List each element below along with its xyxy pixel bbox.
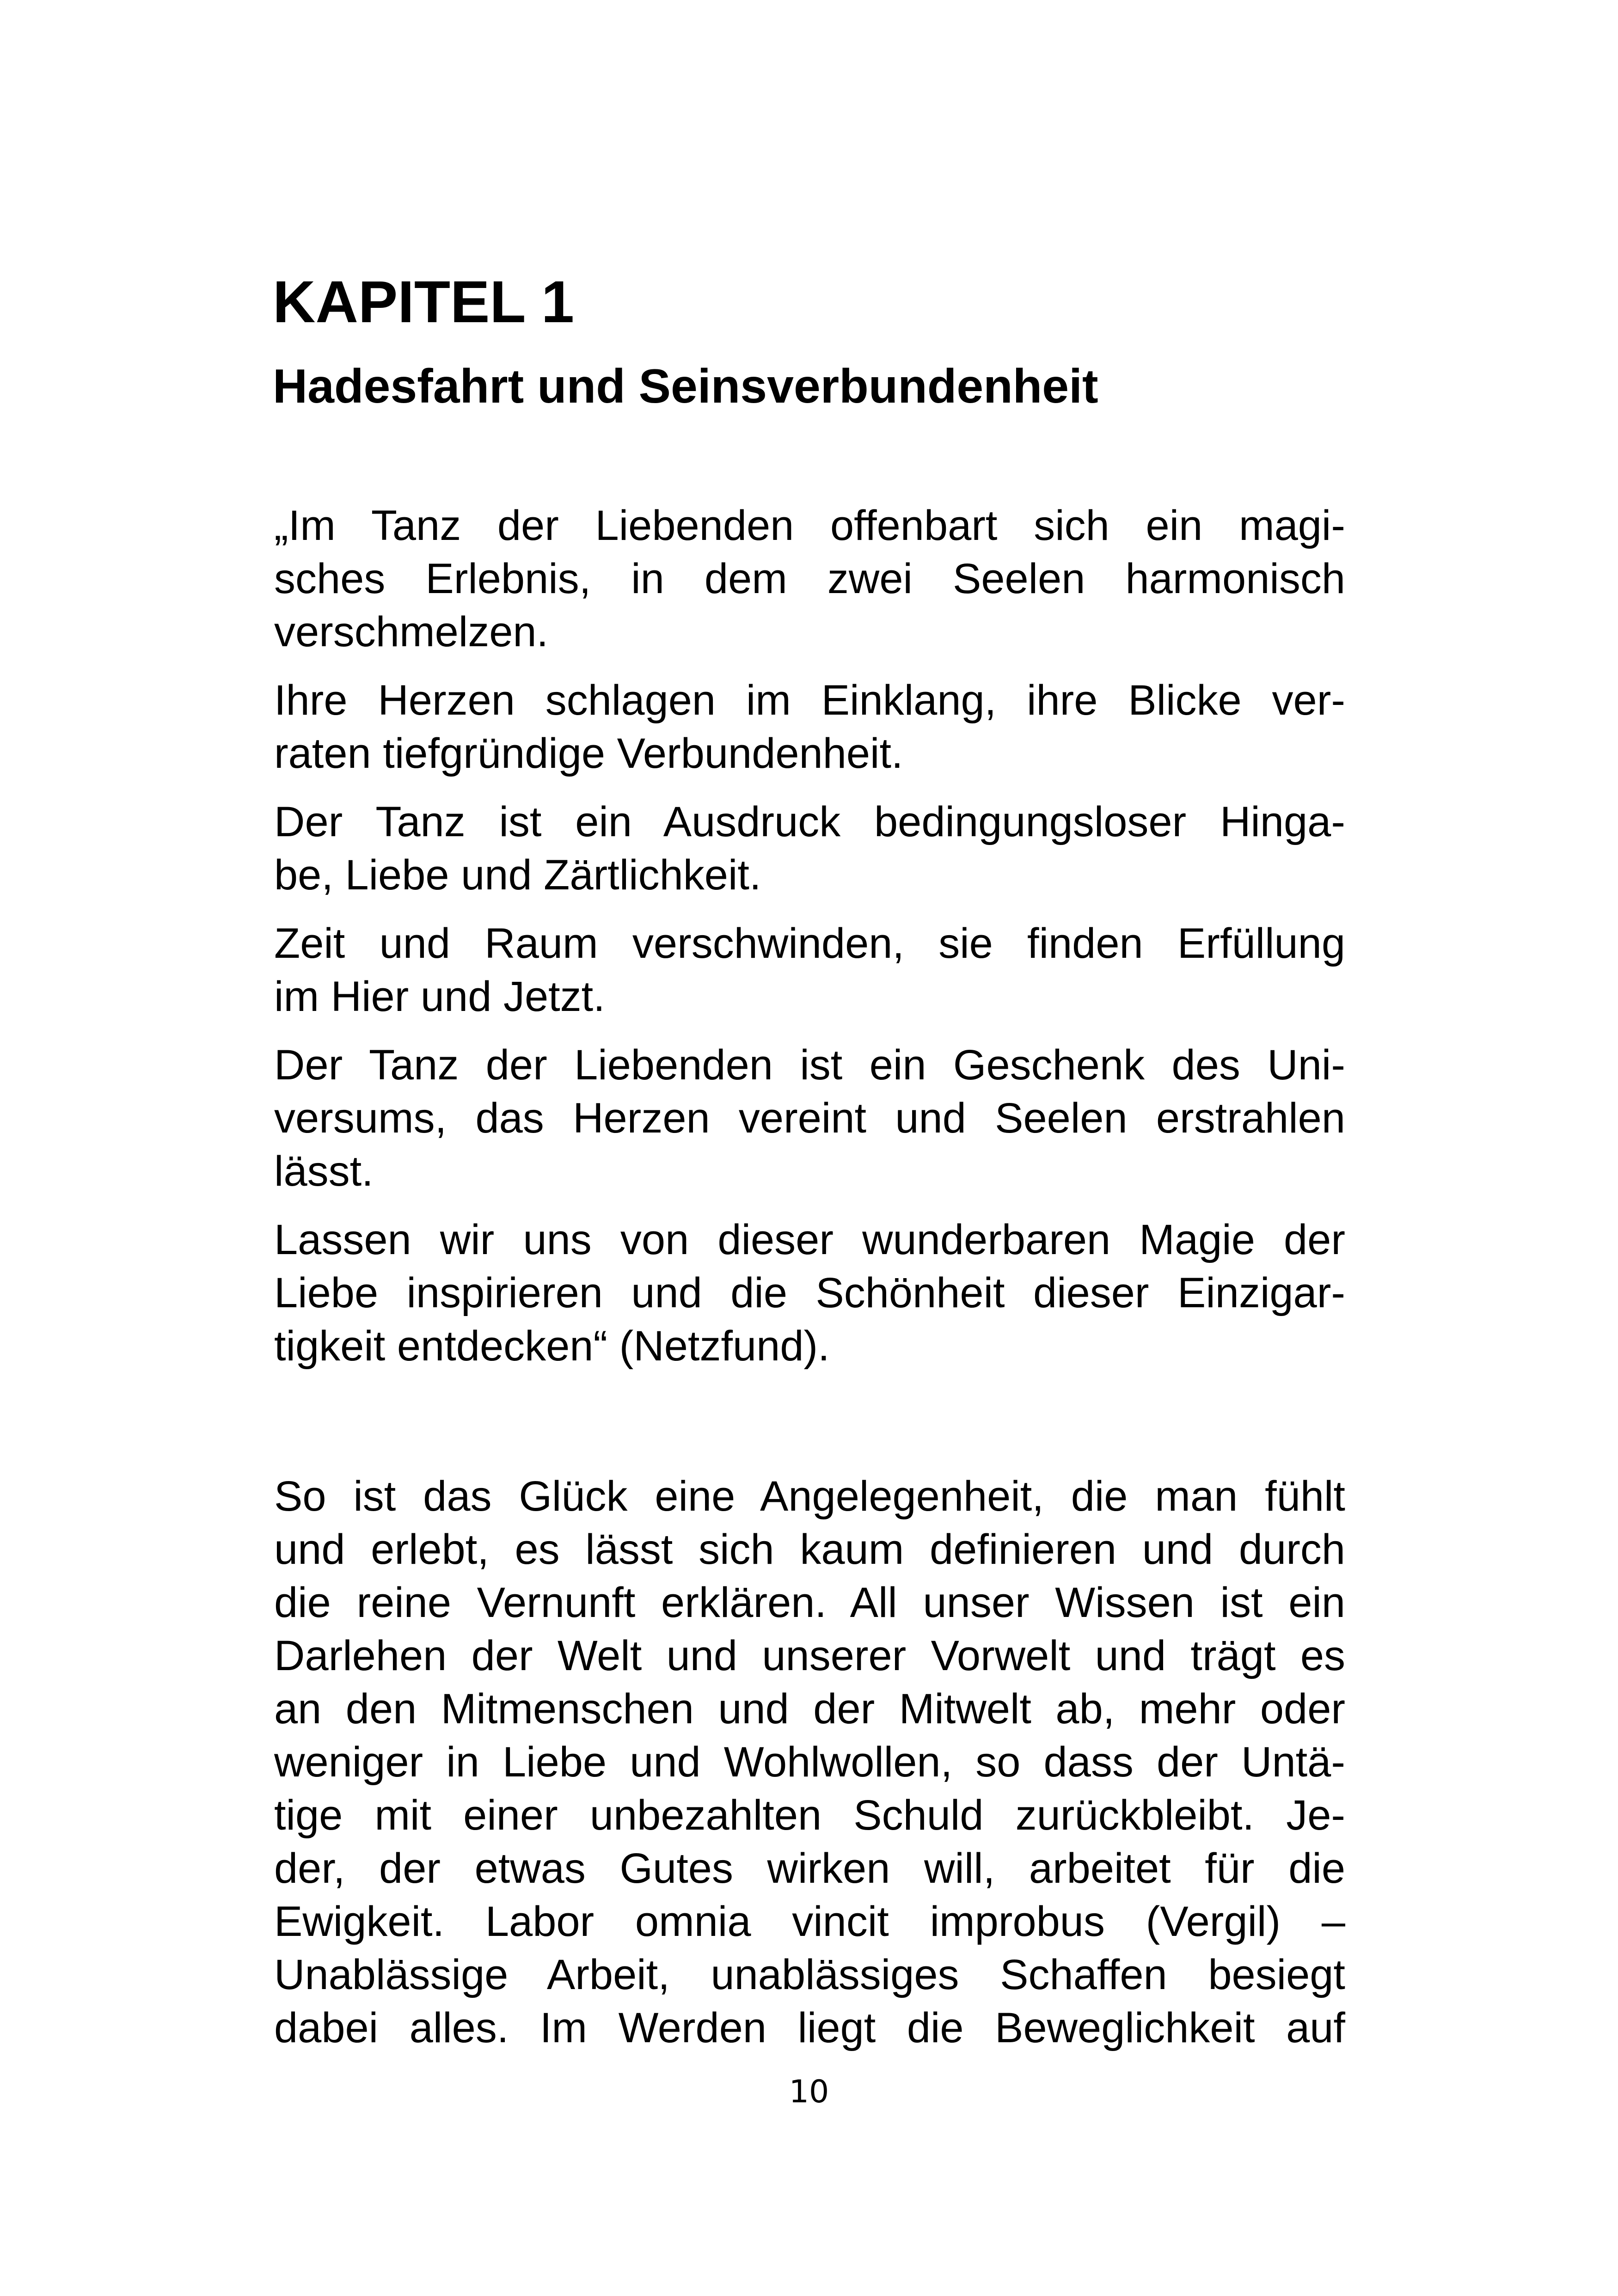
text-line: be, Liebe und Zärtlichkeit. [274,851,761,899]
text-line: der, der etwas Gutes wirken will, arbeitet für die [274,1845,1345,1892]
text-line: Unablässige Arbeit, unablässiges Schaffen besiegt [274,1951,1345,1998]
text-line: die reine Vernunft erklären. All unser Wissen ist ein [274,1579,1345,1626]
text-line: an den Mitmenschen und der Mitwelt ab, mehr oder [274,1685,1345,1733]
text-line: weniger in Liebe und Wohlwollen, so dass der Untä- [274,1739,1345,1786]
text-line: verschmelzen. [274,608,549,655]
text-line: sches Erlebnis, in dem zwei Seelen harmonisch [274,555,1345,602]
text-line: So ist das Glück eine Angelegenheit, die man fühlt [274,1473,1345,1520]
quote-paragraph [274,674,1345,780]
text-line: dabei alles. Im Werden liegt die Beweglichkeit auf [274,2004,1345,2051]
quote-paragraph [274,1039,1345,1198]
text-line: versums, das Herzen vereint und Seelen erstrahlen [274,1095,1345,1142]
quote-paragraph [274,1213,1345,1373]
quote-block [274,499,1345,1373]
text-line: tige mit einer unbezahlten Schuld zurückbleibt. Je- [274,1792,1345,1839]
chapter-title: KAPITEL 1 [273,269,574,335]
body-paragraph [274,1470,1345,2055]
quote-paragraph [274,796,1345,902]
text-line: tigkeit entdecken“ (Netzfund). [274,1322,830,1370]
page-number: 10 [789,2074,829,2110]
text-line: Ewigkeit. Labor omnia vincit improbus (Vergil) – [274,1898,1345,1945]
text-line: Zeit und Raum verschwinden, sie finden Erfüllung [274,920,1345,967]
text-line: Ihre Herzen schlagen im Einklang, ihre Blicke ver- [274,677,1345,724]
text-line: raten tiefgründige Verbundenheit. [274,730,903,777]
quote-paragraph [274,917,1345,1023]
quote-paragraph [274,499,1345,659]
text-line: Lassen wir uns von dieser wunderbaren Magie der [274,1216,1345,1263]
text-line: Der Tanz der Liebenden ist ein Geschenk des Uni- [274,1041,1345,1089]
text-line: Liebe inspirieren und die Schönheit dieser Einzigar- [274,1269,1345,1316]
text-line: Der Tanz ist ein Ausdruck bedingungsloser Hinga- [274,798,1345,845]
text-line: Darlehen der Welt und unserer Vorwelt und trägt es [274,1632,1345,1679]
text-line: im Hier und Jetzt. [274,973,605,1020]
chapter-subtitle: Hadesfahrt und Seinsverbundenheit [273,360,1098,413]
text-line: „Im Tanz der Liebenden offenbart sich ein magi- [274,502,1345,549]
text-line: lässt. [274,1148,374,1195]
text-line: und erlebt, es lässt sich kaum definieren und durch [274,1526,1345,1573]
